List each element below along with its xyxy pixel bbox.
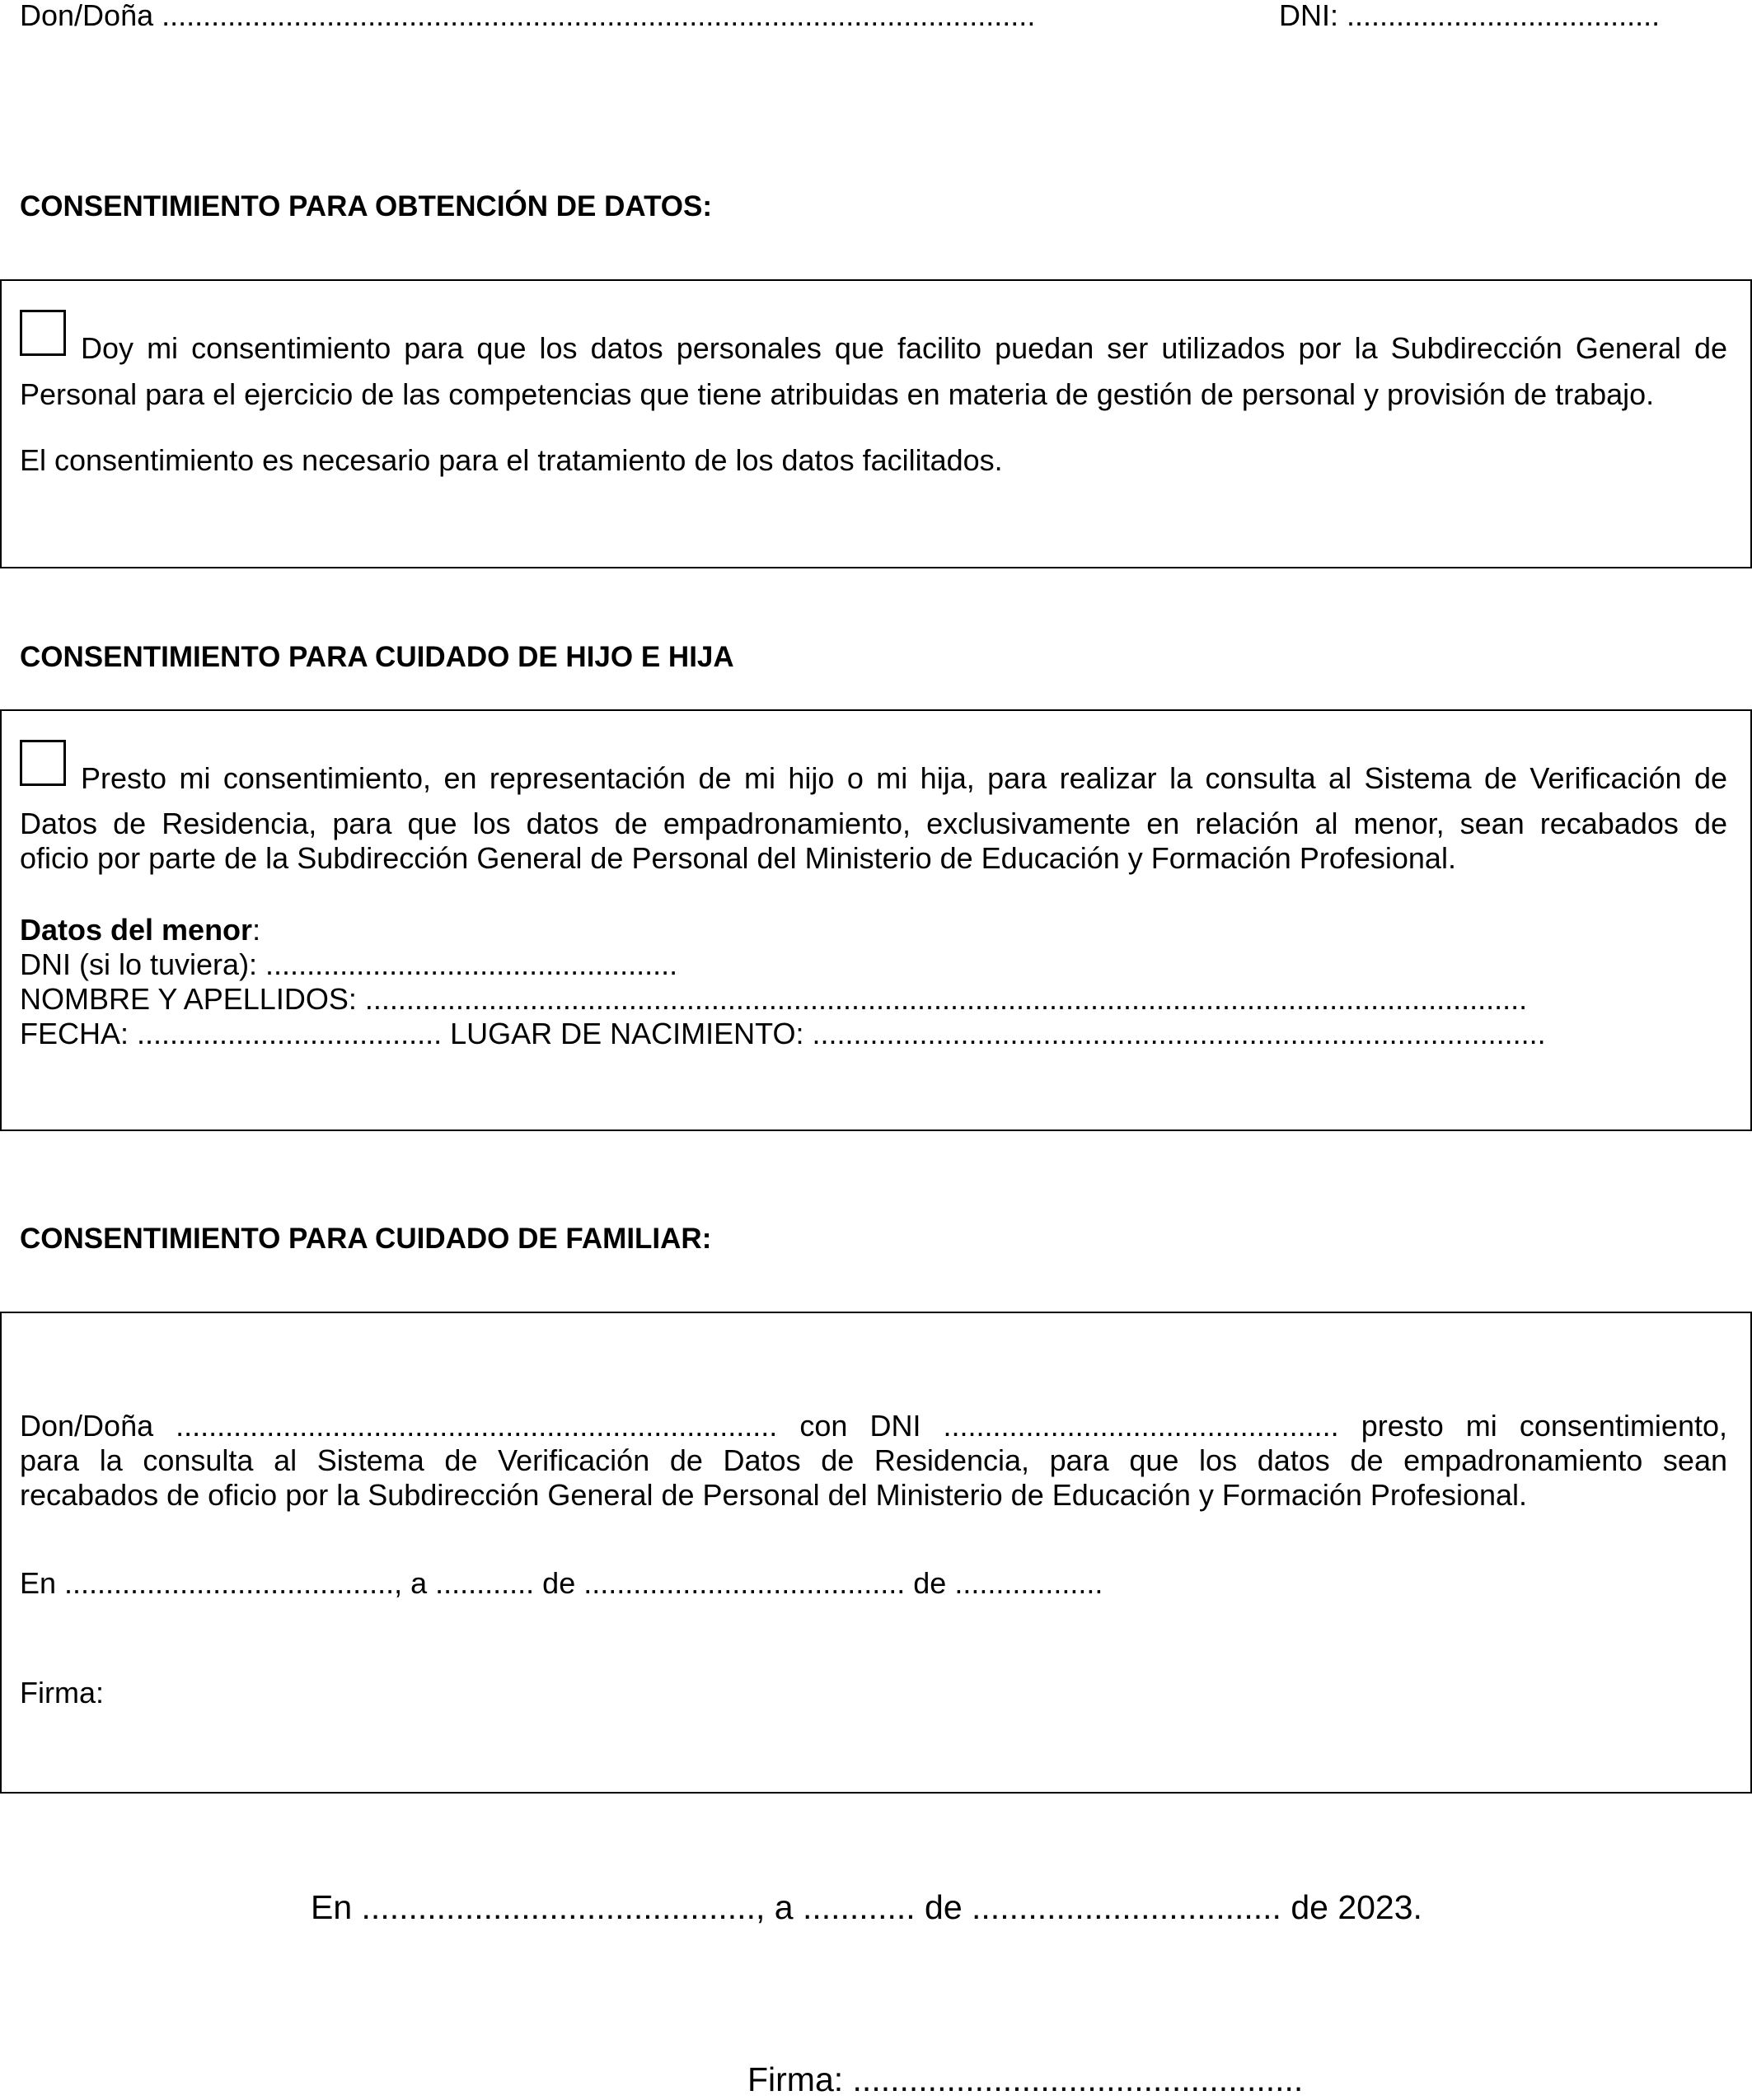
data-consent-note: El consentimiento es necesario para el tratamiento de los datos facilitados. bbox=[20, 443, 1003, 477]
child-consent-text-line2: Datos de Residencia, para que los datos de empadronamiento, exclusivamente en relación al menor, sean recabados de bbox=[20, 807, 1727, 840]
family-consent-line1[interactable]: Don/Doña ......................................................................... con DNI ................................................ presto mi consentimiento, bbox=[20, 1409, 1727, 1443]
family-place-date-field[interactable]: En ........................................, a ............ de ....................................... de .................. bbox=[20, 1566, 1103, 1600]
footer-signature-field[interactable]: Firma: ................................................ bbox=[747, 2060, 1304, 2098]
data-consent-checkbox[interactable] bbox=[20, 310, 66, 356]
child-data-label bbox=[20, 913, 260, 947]
dni-field[interactable]: DNI: ...................................... bbox=[1279, 0, 1661, 32]
section-family-consent-box bbox=[0, 1312, 1752, 1794]
child-name-field[interactable]: NOMBRE Y APELLIDOS: ............................................................................................................................................. bbox=[20, 982, 1528, 1016]
data-consent-text-line2: Personal para el ejercicio de las competencias que tiene atribuidas en materia de gestión de personal y provisión de trabajo. bbox=[20, 377, 1655, 411]
child-birth-field[interactable]: FECHA: ..................................... LUGAR DE NACIMIENTO: ......................................................................................... bbox=[20, 1017, 1546, 1050]
don-dona-field[interactable]: Don/Doña .......................................................................................................... bbox=[20, 0, 1036, 32]
child-consent-text-line1: Presto mi consentimiento, en representación de mi hijo o mi hija, para realizar la consulta al Sistema de Verificación de bbox=[81, 761, 1727, 795]
child-consent-checkbox[interactable] bbox=[20, 740, 66, 786]
section-family-consent-title: CONSENTIMIENTO PARA CUIDADO DE FAMILIAR: bbox=[20, 1223, 712, 1255]
family-consent-line2: para la consulta al Sistema de Verificación de Datos de Residencia, para que los datos de empadronamiento sean bbox=[20, 1443, 1727, 1477]
section-data-consent-title: CONSENTIMIENTO PARA OBTENCIÓN DE DATOS: bbox=[20, 190, 713, 222]
child-data-label-colon: : bbox=[252, 913, 261, 947]
family-consent-line3: recabados de oficio por la Subdirección General de Personal del Ministerio de Educación y Formación Profesional. bbox=[20, 1478, 1528, 1512]
family-signature-label: Firma: bbox=[20, 1676, 104, 1709]
data-consent-text-line1: Doy mi consentimiento para que los datos personales que facilito puedan ser utilizados por la Subdirección General de bbox=[81, 331, 1727, 365]
section-data-consent-box bbox=[0, 279, 1752, 568]
section-child-consent-box bbox=[0, 709, 1752, 1131]
child-consent-text-line3: oficio por parte de la Subdirección General de Personal del Ministerio de Educación y Formación Profesional. bbox=[20, 841, 1456, 875]
child-data-label-bold: Datos del menor bbox=[20, 913, 253, 947]
child-dni-field[interactable]: DNI (si lo tuviera): .................................................. bbox=[20, 947, 678, 981]
footer-place-date-field[interactable]: En .........................................., a ............ de ................................. de 2023. bbox=[311, 1888, 1422, 1926]
section-child-consent-title: CONSENTIMIENTO PARA CUIDADO DE HIJO E HIJA bbox=[20, 641, 734, 673]
